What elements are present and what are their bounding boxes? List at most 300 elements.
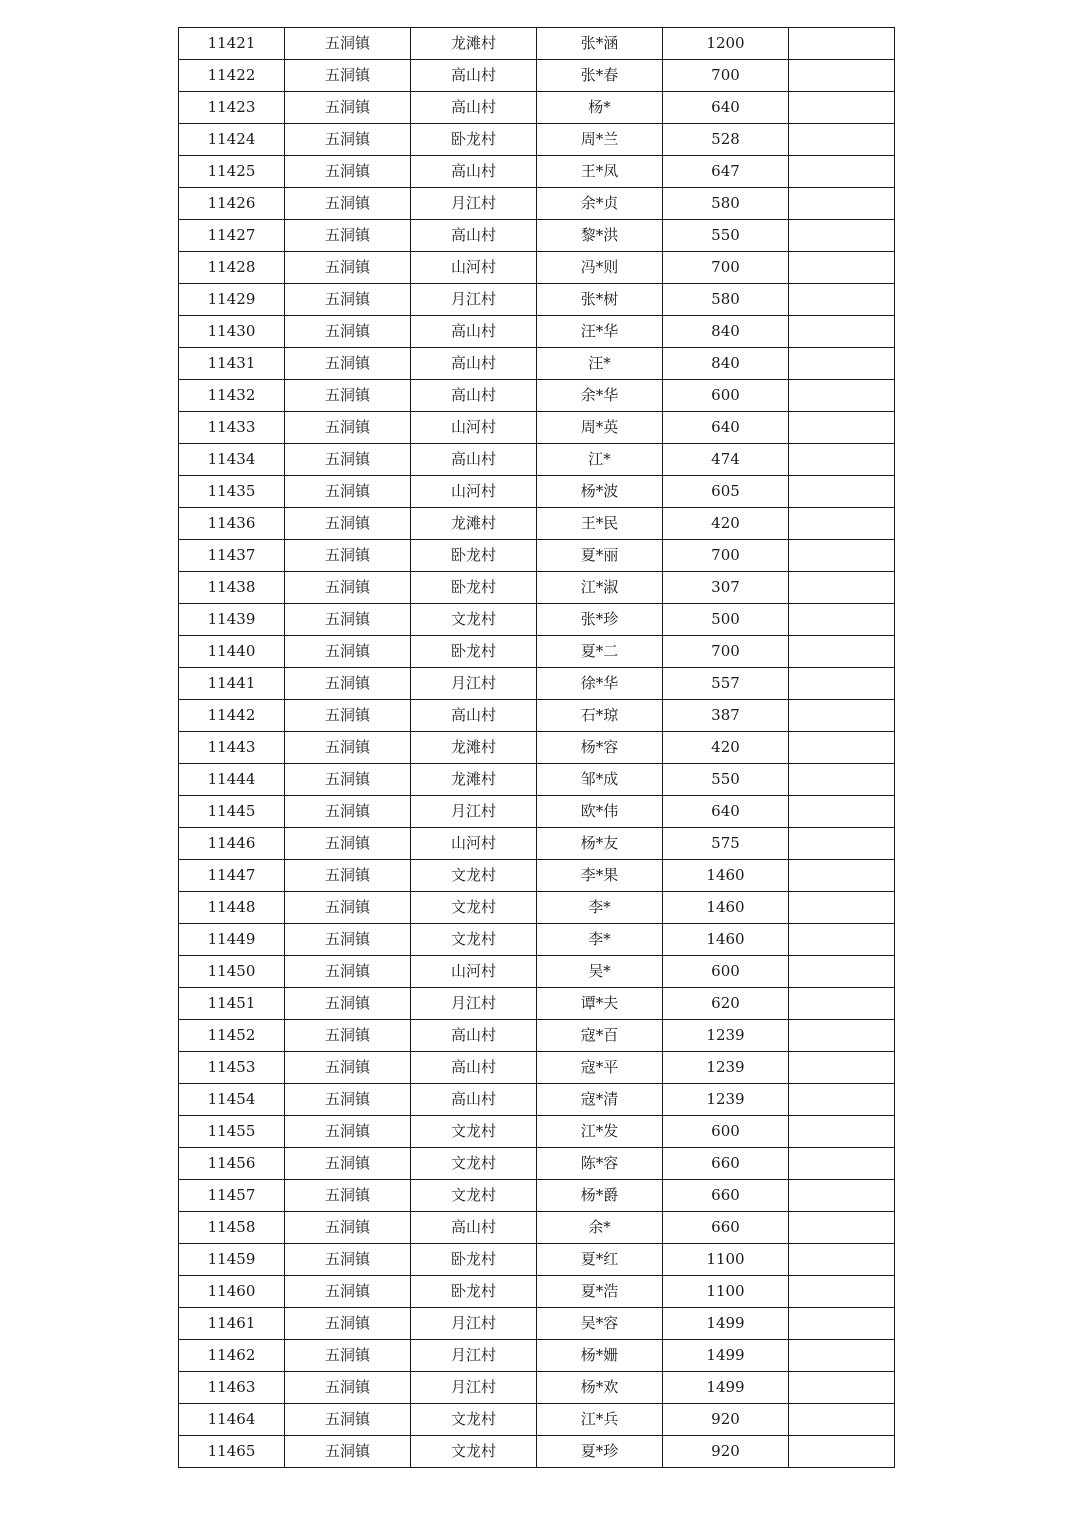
cell-serial-number: 11437 [179,540,285,572]
cell-note [789,220,895,252]
cell-name: 江*兵 [537,1404,663,1436]
cell-amount: 1460 [663,924,789,956]
cell-note [789,1180,895,1212]
cell-amount: 840 [663,348,789,380]
cell-serial-number: 11460 [179,1276,285,1308]
cell-serial-number: 11465 [179,1436,285,1468]
cell-note [789,1276,895,1308]
cell-amount: 660 [663,1212,789,1244]
cell-note [789,956,895,988]
cell-village: 文龙村 [411,1404,537,1436]
cell-amount: 528 [663,124,789,156]
cell-town: 五洞镇 [285,540,411,572]
cell-name: 徐*华 [537,668,663,700]
cell-serial-number: 11445 [179,796,285,828]
cell-name: 杨*容 [537,732,663,764]
table-row [179,668,895,700]
table-row [179,988,895,1020]
cell-name: 余* [537,1212,663,1244]
cell-amount: 1100 [663,1244,789,1276]
cell-serial-number: 11431 [179,348,285,380]
cell-amount: 1499 [663,1372,789,1404]
cell-village: 龙滩村 [411,28,537,60]
cell-amount: 660 [663,1148,789,1180]
table-row [179,1308,895,1340]
cell-serial-number: 11425 [179,156,285,188]
cell-name: 黎*洪 [537,220,663,252]
cell-town: 五洞镇 [285,252,411,284]
cell-serial-number: 11450 [179,956,285,988]
cell-town: 五洞镇 [285,188,411,220]
cell-note [789,796,895,828]
cell-note [789,28,895,60]
table-row [179,188,895,220]
cell-town: 五洞镇 [285,444,411,476]
cell-note [789,156,895,188]
cell-serial-number: 11426 [179,188,285,220]
cell-village: 高山村 [411,1212,537,1244]
table-row [179,1276,895,1308]
cell-serial-number: 11427 [179,220,285,252]
table-row [179,1084,895,1116]
cell-village: 高山村 [411,444,537,476]
cell-village: 卧龙村 [411,572,537,604]
cell-note [789,444,895,476]
cell-serial-number: 11449 [179,924,285,956]
cell-amount: 640 [663,796,789,828]
cell-village: 文龙村 [411,1180,537,1212]
cell-town: 五洞镇 [285,1340,411,1372]
cell-note [789,604,895,636]
cell-serial-number: 11434 [179,444,285,476]
table-row [179,284,895,316]
cell-village: 高山村 [411,156,537,188]
cell-serial-number: 11424 [179,124,285,156]
cell-name: 周*英 [537,412,663,444]
table-row [179,860,895,892]
cell-name: 王*民 [537,508,663,540]
cell-name: 江* [537,444,663,476]
data-table [178,27,895,1468]
cell-serial-number: 11439 [179,604,285,636]
cell-note [789,988,895,1020]
cell-village: 龙滩村 [411,764,537,796]
cell-note [789,636,895,668]
cell-name: 余*贞 [537,188,663,220]
cell-amount: 840 [663,316,789,348]
table-row [179,476,895,508]
cell-village: 卧龙村 [411,540,537,572]
cell-town: 五洞镇 [285,668,411,700]
cell-amount: 580 [663,188,789,220]
cell-name: 吴*容 [537,1308,663,1340]
cell-amount: 920 [663,1404,789,1436]
cell-note [789,124,895,156]
cell-village: 高山村 [411,316,537,348]
cell-serial-number: 11461 [179,1308,285,1340]
cell-serial-number: 11423 [179,92,285,124]
cell-amount: 420 [663,732,789,764]
cell-name: 汪* [537,348,663,380]
cell-note [789,892,895,924]
cell-name: 夏*珍 [537,1436,663,1468]
table-row [179,124,895,156]
cell-village: 龙滩村 [411,732,537,764]
cell-note [789,1116,895,1148]
cell-note [789,1020,895,1052]
cell-amount: 640 [663,92,789,124]
cell-amount: 557 [663,668,789,700]
cell-village: 文龙村 [411,860,537,892]
cell-town: 五洞镇 [285,1436,411,1468]
cell-town: 五洞镇 [285,60,411,92]
cell-note [789,92,895,124]
cell-town: 五洞镇 [285,796,411,828]
cell-name: 李* [537,892,663,924]
cell-serial-number: 11442 [179,700,285,732]
cell-serial-number: 11453 [179,1052,285,1084]
cell-town: 五洞镇 [285,764,411,796]
cell-name: 江*淑 [537,572,663,604]
cell-village: 山河村 [411,956,537,988]
cell-village: 高山村 [411,60,537,92]
cell-name: 杨*友 [537,828,663,860]
cell-amount: 920 [663,1436,789,1468]
table-row [179,156,895,188]
cell-town: 五洞镇 [285,156,411,188]
cell-village: 山河村 [411,476,537,508]
cell-amount: 1200 [663,28,789,60]
cell-town: 五洞镇 [285,92,411,124]
cell-serial-number: 11429 [179,284,285,316]
cell-note [789,732,895,764]
cell-serial-number: 11456 [179,1148,285,1180]
table-row [179,1020,895,1052]
table-row [179,924,895,956]
cell-village: 文龙村 [411,924,537,956]
cell-amount: 1460 [663,892,789,924]
cell-serial-number: 11430 [179,316,285,348]
table-row [179,604,895,636]
cell-serial-number: 11440 [179,636,285,668]
cell-town: 五洞镇 [285,1052,411,1084]
table-row [179,764,895,796]
cell-note [789,284,895,316]
cell-serial-number: 11438 [179,572,285,604]
cell-town: 五洞镇 [285,1084,411,1116]
cell-name: 陈*容 [537,1148,663,1180]
cell-name: 张*珍 [537,604,663,636]
table-row [179,796,895,828]
cell-amount: 660 [663,1180,789,1212]
cell-amount: 600 [663,380,789,412]
cell-amount: 1100 [663,1276,789,1308]
cell-serial-number: 11452 [179,1020,285,1052]
cell-serial-number: 11428 [179,252,285,284]
cell-town: 五洞镇 [285,508,411,540]
cell-name: 寇*清 [537,1084,663,1116]
cell-serial-number: 11441 [179,668,285,700]
cell-name: 张*春 [537,60,663,92]
cell-note [789,572,895,604]
cell-name: 江*发 [537,1116,663,1148]
cell-village: 高山村 [411,220,537,252]
table-row [179,700,895,732]
cell-village: 文龙村 [411,1148,537,1180]
cell-amount: 1239 [663,1052,789,1084]
cell-town: 五洞镇 [285,476,411,508]
cell-village: 月江村 [411,1372,537,1404]
cell-note [789,1436,895,1468]
cell-note [789,1084,895,1116]
cell-note [789,1244,895,1276]
table-row [179,28,895,60]
cell-serial-number: 11433 [179,412,285,444]
cell-town: 五洞镇 [285,1308,411,1340]
cell-amount: 640 [663,412,789,444]
cell-town: 五洞镇 [285,1116,411,1148]
cell-amount: 700 [663,636,789,668]
cell-town: 五洞镇 [285,1372,411,1404]
cell-name: 邹*成 [537,764,663,796]
cell-town: 五洞镇 [285,988,411,1020]
cell-village: 月江村 [411,1340,537,1372]
cell-amount: 474 [663,444,789,476]
cell-note [789,380,895,412]
cell-serial-number: 11458 [179,1212,285,1244]
cell-village: 月江村 [411,796,537,828]
table-row [179,1372,895,1404]
cell-amount: 575 [663,828,789,860]
cell-town: 五洞镇 [285,284,411,316]
cell-town: 五洞镇 [285,1404,411,1436]
cell-town: 五洞镇 [285,1212,411,1244]
table-row [179,956,895,988]
cell-note [789,540,895,572]
cell-name: 寇*平 [537,1052,663,1084]
cell-village: 高山村 [411,92,537,124]
cell-village: 月江村 [411,284,537,316]
cell-note [789,1148,895,1180]
cell-note [789,1404,895,1436]
cell-town: 五洞镇 [285,412,411,444]
cell-town: 五洞镇 [285,892,411,924]
cell-note [789,1340,895,1372]
cell-name: 夏*丽 [537,540,663,572]
cell-amount: 700 [663,60,789,92]
cell-serial-number: 11462 [179,1340,285,1372]
cell-town: 五洞镇 [285,1180,411,1212]
cell-village: 山河村 [411,412,537,444]
table-row [179,1052,895,1084]
table-row [179,380,895,412]
cell-town: 五洞镇 [285,636,411,668]
cell-village: 文龙村 [411,604,537,636]
cell-note [789,412,895,444]
table-row [179,1116,895,1148]
cell-name: 寇*百 [537,1020,663,1052]
cell-name: 石*琼 [537,700,663,732]
table-row [179,1436,895,1468]
cell-note [789,1308,895,1340]
cell-village: 月江村 [411,188,537,220]
cell-name: 杨*欢 [537,1372,663,1404]
cell-town: 五洞镇 [285,1020,411,1052]
cell-town: 五洞镇 [285,220,411,252]
cell-town: 五洞镇 [285,828,411,860]
table-row [179,732,895,764]
cell-village: 高山村 [411,1052,537,1084]
cell-village: 月江村 [411,668,537,700]
cell-village: 卧龙村 [411,636,537,668]
cell-note [789,1372,895,1404]
cell-amount: 620 [663,988,789,1020]
cell-name: 王*凤 [537,156,663,188]
cell-note [789,764,895,796]
cell-village: 高山村 [411,1020,537,1052]
table-row [179,444,895,476]
table-row [179,412,895,444]
cell-village: 月江村 [411,988,537,1020]
cell-serial-number: 11436 [179,508,285,540]
cell-name: 夏*二 [537,636,663,668]
cell-note [789,476,895,508]
cell-town: 五洞镇 [285,700,411,732]
cell-name: 张*涵 [537,28,663,60]
cell-town: 五洞镇 [285,1148,411,1180]
table-body [179,28,895,1468]
cell-amount: 550 [663,764,789,796]
cell-serial-number: 11457 [179,1180,285,1212]
cell-amount: 307 [663,572,789,604]
cell-serial-number: 11444 [179,764,285,796]
cell-town: 五洞镇 [285,604,411,636]
cell-amount: 550 [663,220,789,252]
cell-village: 高山村 [411,1084,537,1116]
cell-note [789,1212,895,1244]
cell-town: 五洞镇 [285,28,411,60]
cell-village: 高山村 [411,380,537,412]
table-row [179,540,895,572]
cell-name: 谭*夫 [537,988,663,1020]
cell-amount: 1239 [663,1084,789,1116]
cell-name: 杨*姗 [537,1340,663,1372]
cell-name: 吴* [537,956,663,988]
cell-village: 山河村 [411,828,537,860]
cell-name: 冯*则 [537,252,663,284]
cell-village: 文龙村 [411,1116,537,1148]
cell-village: 山河村 [411,252,537,284]
cell-amount: 580 [663,284,789,316]
cell-note [789,668,895,700]
cell-note [789,1052,895,1084]
cell-name: 李* [537,924,663,956]
cell-note [789,188,895,220]
cell-name: 夏*红 [537,1244,663,1276]
cell-name: 汪*华 [537,316,663,348]
cell-amount: 1239 [663,1020,789,1052]
cell-name: 夏*浩 [537,1276,663,1308]
cell-serial-number: 11463 [179,1372,285,1404]
table-row [179,220,895,252]
cell-note [789,508,895,540]
cell-note [789,316,895,348]
cell-village: 月江村 [411,1308,537,1340]
cell-amount: 420 [663,508,789,540]
cell-amount: 1499 [663,1340,789,1372]
table-row [179,348,895,380]
cell-village: 龙滩村 [411,508,537,540]
cell-name: 杨*波 [537,476,663,508]
cell-serial-number: 11446 [179,828,285,860]
cell-town: 五洞镇 [285,1244,411,1276]
cell-serial-number: 11448 [179,892,285,924]
cell-town: 五洞镇 [285,924,411,956]
cell-village: 文龙村 [411,892,537,924]
cell-town: 五洞镇 [285,124,411,156]
table-row [179,252,895,284]
table-row [179,1180,895,1212]
cell-serial-number: 11451 [179,988,285,1020]
cell-village: 高山村 [411,348,537,380]
table-row [179,1244,895,1276]
cell-name: 余*华 [537,380,663,412]
cell-amount: 387 [663,700,789,732]
cell-note [789,252,895,284]
table-row [179,508,895,540]
cell-town: 五洞镇 [285,380,411,412]
cell-serial-number: 11459 [179,1244,285,1276]
cell-name: 李*果 [537,860,663,892]
cell-name: 欧*伟 [537,796,663,828]
cell-note [789,700,895,732]
cell-serial-number: 11435 [179,476,285,508]
cell-serial-number: 11421 [179,28,285,60]
table-row [179,572,895,604]
cell-amount: 600 [663,956,789,988]
cell-name: 周*兰 [537,124,663,156]
table-row [179,60,895,92]
cell-town: 五洞镇 [285,732,411,764]
table-row [179,316,895,348]
table-row [179,636,895,668]
cell-note [789,60,895,92]
cell-note [789,924,895,956]
cell-amount: 647 [663,156,789,188]
cell-town: 五洞镇 [285,348,411,380]
table-row [179,1404,895,1436]
table-row [179,92,895,124]
cell-serial-number: 11454 [179,1084,285,1116]
cell-amount: 605 [663,476,789,508]
cell-serial-number: 11464 [179,1404,285,1436]
cell-village: 卧龙村 [411,124,537,156]
table-row [179,828,895,860]
cell-village: 高山村 [411,700,537,732]
cell-serial-number: 11432 [179,380,285,412]
cell-name: 杨* [537,92,663,124]
cell-name: 杨*爵 [537,1180,663,1212]
cell-amount: 600 [663,1116,789,1148]
cell-amount: 1460 [663,860,789,892]
cell-town: 五洞镇 [285,572,411,604]
cell-serial-number: 11443 [179,732,285,764]
cell-village: 卧龙村 [411,1244,537,1276]
table-row [179,1212,895,1244]
cell-serial-number: 11422 [179,60,285,92]
cell-town: 五洞镇 [285,1276,411,1308]
cell-name: 张*树 [537,284,663,316]
